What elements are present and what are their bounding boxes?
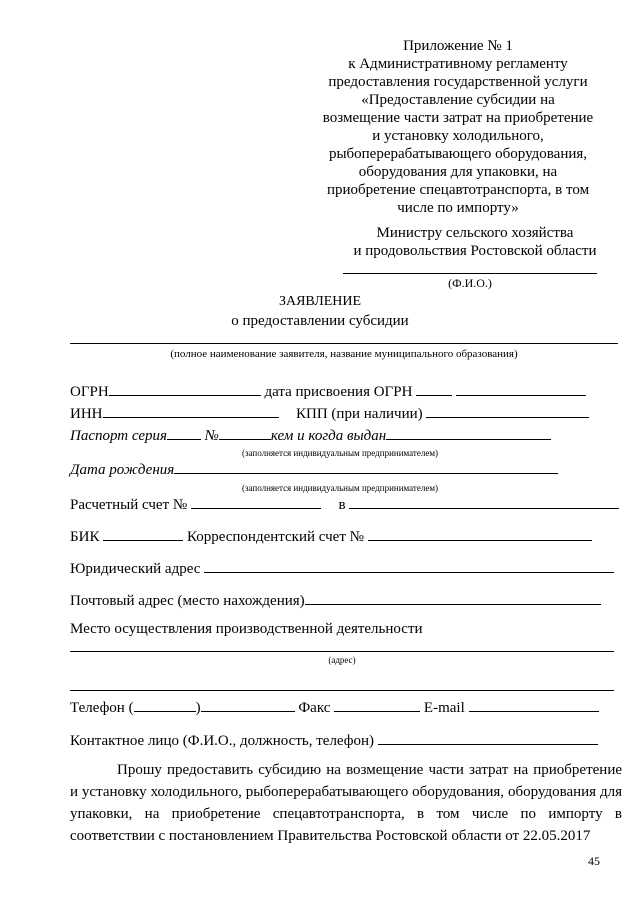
bik-label: БИК xyxy=(70,529,100,545)
fax-label: Факс xyxy=(298,700,331,716)
appendix-line: оборудования для упаковки, на xyxy=(358,164,558,180)
email-field[interactable] xyxy=(469,697,599,712)
kpp-label: КПП (при наличии) xyxy=(296,406,423,422)
passport-number-field[interactable] xyxy=(219,425,271,440)
contact-label: Контактное лицо (Ф.И.О., должность, телефон) xyxy=(70,733,375,749)
issued-by-field[interactable] xyxy=(386,425,551,440)
applicant-name-blank[interactable] xyxy=(70,343,618,344)
appendix-line: «Предоставление субсидии на xyxy=(361,92,555,108)
legal-address-label: Юридический адрес xyxy=(70,561,201,577)
email-label: E-mail xyxy=(423,700,465,716)
phone-label: Телефон ( xyxy=(70,700,134,716)
postal-address-label: Почтовый адрес (место нахождения) xyxy=(70,593,305,609)
activity-place-label: Место осуществления производственной деятельности xyxy=(70,621,423,637)
appendix-line: рыбоперерабатывающего оборудования, xyxy=(328,146,588,162)
postal-address-row xyxy=(70,590,601,610)
birth-date-row xyxy=(70,459,558,479)
contact-field[interactable] xyxy=(378,730,598,745)
fax-field[interactable] xyxy=(334,697,420,712)
corr-account-label: Корреспондентский счет № xyxy=(186,529,364,545)
ip-note-2: (заполняется индивидуальным предпринимателем) xyxy=(241,483,439,493)
passport-series-field[interactable] xyxy=(167,425,201,440)
birth-date-label: Дата рождения xyxy=(70,462,175,478)
fio-caption: (Ф.И.О.) xyxy=(448,276,492,290)
inn-row xyxy=(70,403,589,423)
account-field[interactable] xyxy=(191,494,321,509)
account-label: Расчетный счет № xyxy=(70,497,188,513)
inn-label: ИНН xyxy=(70,406,103,422)
ogrn-field[interactable] xyxy=(109,381,261,396)
activity-place-blank-2[interactable] xyxy=(70,690,614,691)
appendix-line: возмещение части затрат на приобретение xyxy=(322,110,594,126)
appendix-line: и установку холодильного, xyxy=(372,128,544,144)
account-bank-field[interactable] xyxy=(349,494,619,509)
birth-date-field[interactable] xyxy=(174,459,558,474)
passport-number-label: № xyxy=(204,428,219,444)
phone-field[interactable] xyxy=(201,697,295,712)
form-heading: ЗАЯВЛЕНИЕ xyxy=(278,294,362,309)
page-number: 45 xyxy=(588,854,600,868)
phone-code-field[interactable] xyxy=(134,697,196,712)
appendix-line: предоставления государственной услуги xyxy=(328,74,588,90)
legal-address-field[interactable] xyxy=(204,558,488,573)
appendix-line: приобретение спецавтотранспорта, в том xyxy=(326,182,590,198)
issued-by-label: кем и когда выдан xyxy=(270,428,387,444)
fio-blank[interactable] xyxy=(343,273,597,274)
legal-address-row xyxy=(70,558,614,578)
appendix-line: к Административному регламенту xyxy=(348,56,568,72)
account-bank-label: в xyxy=(338,497,346,513)
phone-close: ) xyxy=(195,700,201,716)
legal-address-field-2[interactable] xyxy=(488,558,614,573)
appendix-title: Приложение № 1 xyxy=(403,38,513,54)
addressee-line-2: и продовольствия Ростовской области xyxy=(353,243,597,259)
ip-note: (заполняется индивидуальным предпринимателем) xyxy=(241,448,439,458)
address-caption: (адрес) xyxy=(328,655,356,665)
passport-series-label: Паспорт серия xyxy=(70,428,167,444)
contacts-row xyxy=(70,697,599,717)
passport-row xyxy=(70,425,551,445)
inn-field[interactable] xyxy=(103,403,279,418)
form-subheading: о предоставлении субсидии xyxy=(231,313,409,329)
kpp-field[interactable] xyxy=(426,403,589,418)
ogrn-label: ОГРН xyxy=(70,384,109,400)
applicant-caption: (полное наименование заявителя, название муниципального образования) xyxy=(170,348,518,360)
activity-place-blank[interactable] xyxy=(70,651,614,652)
ogrn-row xyxy=(70,381,586,401)
ogrn-date-label: дата присвоения ОГРН xyxy=(264,384,413,400)
contact-row xyxy=(70,730,598,750)
account-row xyxy=(70,494,619,514)
bik-row xyxy=(70,526,592,546)
bik-field[interactable] xyxy=(103,526,183,541)
ogrn-date-field-1[interactable] xyxy=(416,381,452,396)
postal-address-field[interactable] xyxy=(305,590,601,605)
appendix-line: числе по импорту» xyxy=(397,200,519,216)
request-paragraph: Прошу предоставить субсидию на возмещение части затрат на приобретение и установку холодильного, рыбоперерабатывающего оборудования, оборудования для упаковки, на приобретение спецавтотранспорта, в том числе по импорту в соответствии с постановлением Правительства Ростовской области от 22.05.2017 xyxy=(70,762,622,844)
ogrn-date-field-2[interactable] xyxy=(456,381,586,396)
corr-account-field[interactable] xyxy=(368,526,592,541)
addressee-line-1: Министру сельского хозяйства xyxy=(376,225,574,241)
